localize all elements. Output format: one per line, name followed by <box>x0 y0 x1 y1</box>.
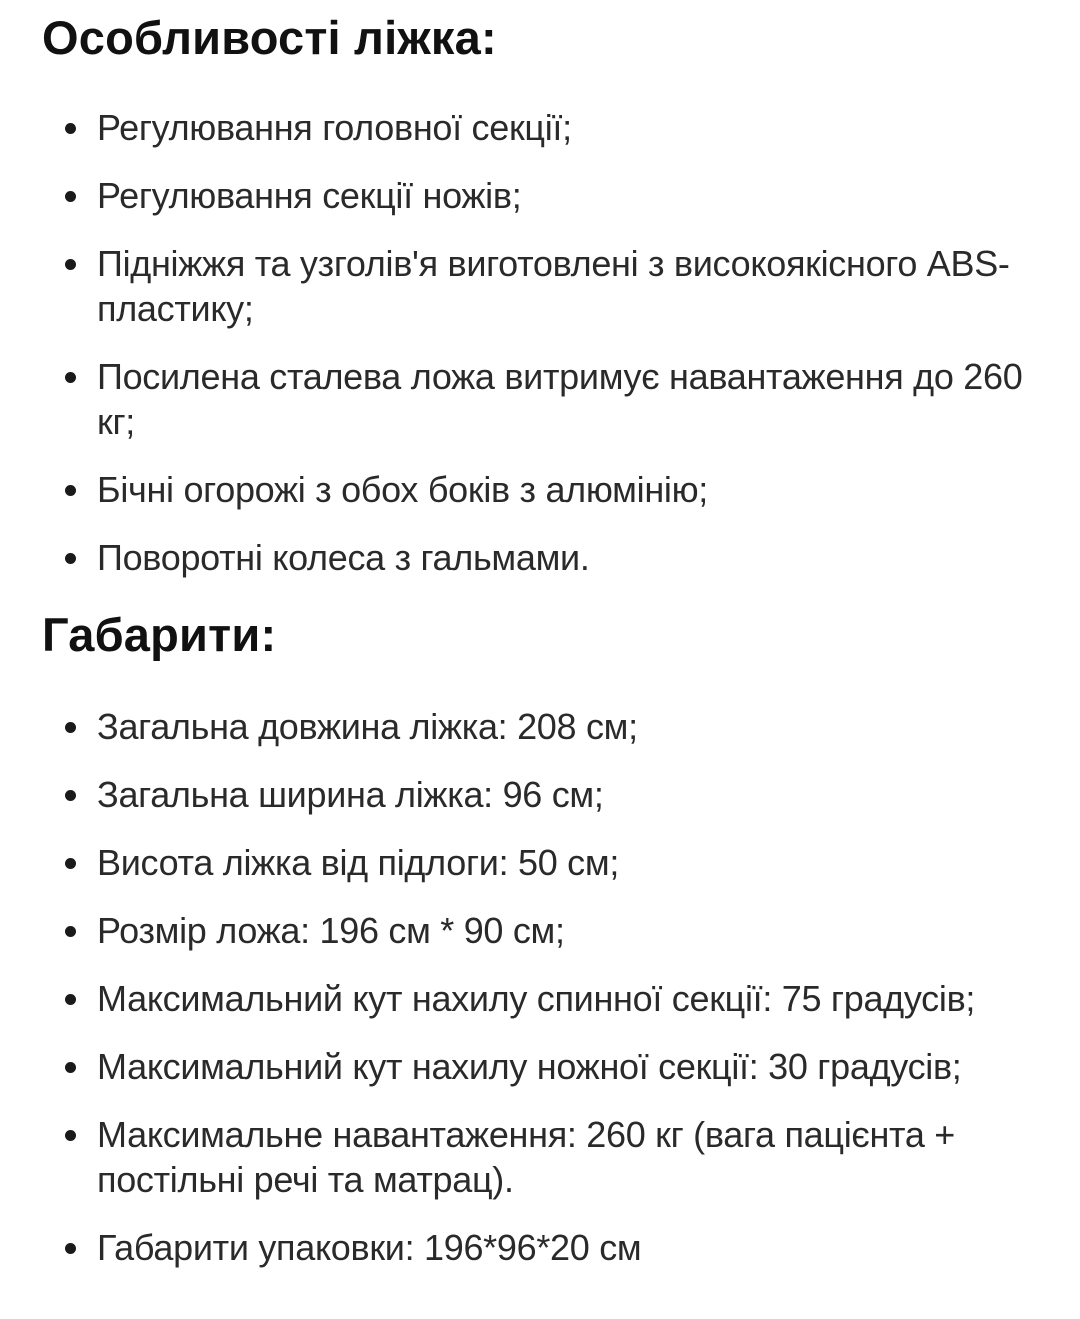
list-item-text: Максимальний кут нахилу ножної секції: 30 градусів; <box>97 1046 962 1087</box>
list-item <box>42 173 1050 218</box>
bullet-icon <box>65 259 76 270</box>
list-item <box>42 467 1050 512</box>
bullet-icon <box>65 485 76 496</box>
list-item <box>42 354 1050 444</box>
list-item <box>42 976 1050 1021</box>
list-item-text: Габарити упаковки: 196*96*20 см <box>97 1227 642 1268</box>
list-item-text: Загальна довжина ліжка: 208 см; <box>97 706 638 747</box>
bullet-icon <box>65 123 76 134</box>
bullet-icon <box>65 553 76 564</box>
list-item-text: Максимальний кут нахилу спинної секції: 75 градусів; <box>97 978 976 1019</box>
bullet-icon <box>65 994 76 1005</box>
features-heading: Особливості ліжка: <box>42 11 497 64</box>
bullet-icon <box>65 858 76 869</box>
list-item-text: Регулювання секції ножів; <box>97 175 522 216</box>
list-item-text: Бічні огорожі з обох боків з алюмінію; <box>97 469 709 510</box>
bullet-icon <box>65 790 76 801</box>
list-item <box>42 772 1050 817</box>
bullet-icon <box>65 926 76 937</box>
dimensions-heading: Габарити: <box>42 608 277 661</box>
list-item-text: Висота ліжка від підлоги: 50 см; <box>97 842 620 883</box>
bullet-icon <box>65 372 76 383</box>
list-item <box>42 1225 1050 1270</box>
bullet-icon <box>65 1062 76 1073</box>
list-item-text: Розмір ложа: 196 см * 90 см; <box>97 910 565 951</box>
dimensions-list <box>42 704 1050 1270</box>
bullet-icon <box>65 722 76 733</box>
list-item <box>42 105 1050 150</box>
list-item <box>42 241 1050 331</box>
list-item <box>42 840 1050 885</box>
list-item-text: Максимальне навантаження: 260 кг (вага пацієнта + постільні речі та матрац). <box>97 1114 955 1200</box>
list-item-text: Регулювання головної секції; <box>97 107 572 148</box>
list-item <box>42 535 1050 580</box>
list-item-text: Загальна ширина ліжка: 96 см; <box>97 774 604 815</box>
bullet-icon <box>65 1130 76 1141</box>
list-item <box>42 908 1050 953</box>
bullet-icon <box>65 1243 76 1254</box>
list-item-text: Підніжжя та узголів'я виготовлені з високоякісного ABS-пластику; <box>97 243 1010 329</box>
list-item <box>42 1044 1050 1089</box>
features-list <box>42 105 1050 580</box>
list-item-text: Поворотні колеса з гальмами. <box>97 537 590 578</box>
list-item <box>42 1112 1050 1202</box>
list-item-text: Посилена сталева ложа витримує навантаження до 260 кг; <box>97 356 1023 442</box>
list-item <box>42 704 1050 749</box>
bullet-icon <box>65 191 76 202</box>
